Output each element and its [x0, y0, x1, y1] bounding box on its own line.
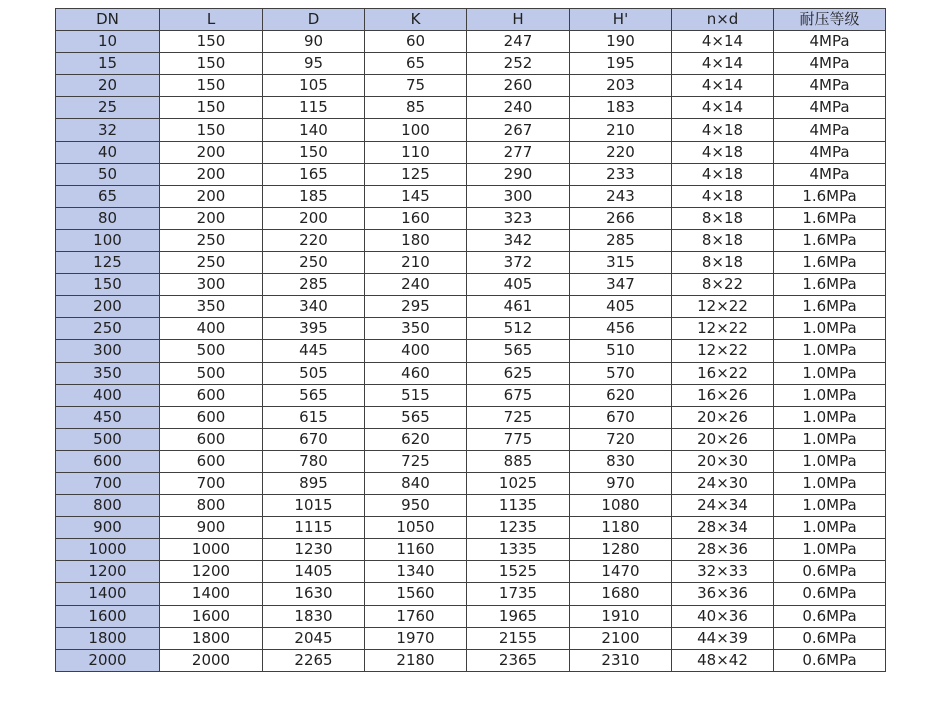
- cell-dn: 15: [56, 53, 160, 75]
- cell-l: 200: [160, 207, 263, 229]
- cell-dn: 700: [56, 472, 160, 494]
- cell-l: 1600: [160, 605, 263, 627]
- cell-pressure-rating: 1.0MPa: [774, 428, 886, 450]
- cell-k: 125: [365, 163, 467, 185]
- cell-k: 460: [365, 362, 467, 384]
- table-row: [56, 362, 886, 384]
- cell-n-x-d: 4×18: [672, 141, 774, 163]
- cell-h-prime: 195: [570, 53, 672, 75]
- cell-h-prime: 183: [570, 97, 672, 119]
- cell-l: 250: [160, 229, 263, 251]
- cell-dn: 600: [56, 450, 160, 472]
- table-row: [56, 450, 886, 472]
- cell-h: 323: [467, 207, 570, 229]
- cell-d: 200: [263, 207, 365, 229]
- cell-n-x-d: 16×22: [672, 362, 774, 384]
- cell-dn: 10: [56, 31, 160, 53]
- cell-n-x-d: 28×34: [672, 517, 774, 539]
- cell-pressure-rating: 4MPa: [774, 141, 886, 163]
- cell-h: 1525: [467, 561, 570, 583]
- cell-d: 780: [263, 450, 365, 472]
- cell-n-x-d: 36×36: [672, 583, 774, 605]
- cell-l: 600: [160, 406, 263, 428]
- cell-d: 140: [263, 119, 365, 141]
- cell-h: 1965: [467, 605, 570, 627]
- header-h: H: [467, 9, 570, 31]
- cell-d: 95: [263, 53, 365, 75]
- cell-n-x-d: 12×22: [672, 296, 774, 318]
- cell-pressure-rating: 0.6MPa: [774, 649, 886, 671]
- cell-h-prime: 243: [570, 185, 672, 207]
- cell-pressure-rating: 1.6MPa: [774, 229, 886, 251]
- cell-d: 90: [263, 31, 365, 53]
- cell-n-x-d: 12×22: [672, 318, 774, 340]
- cell-k: 1050: [365, 517, 467, 539]
- cell-d: 2265: [263, 649, 365, 671]
- cell-d: 340: [263, 296, 365, 318]
- table-body: [56, 31, 886, 672]
- table-row: [56, 517, 886, 539]
- cell-l: 500: [160, 340, 263, 362]
- cell-h: 267: [467, 119, 570, 141]
- table-row: [56, 31, 886, 53]
- header-n-x-d: n×d: [672, 9, 774, 31]
- cell-pressure-rating: 1.0MPa: [774, 472, 886, 494]
- cell-h: 342: [467, 229, 570, 251]
- cell-h-prime: 2310: [570, 649, 672, 671]
- cell-h-prime: 620: [570, 384, 672, 406]
- cell-pressure-rating: 1.0MPa: [774, 362, 886, 384]
- cell-pressure-rating: 1.6MPa: [774, 252, 886, 274]
- cell-k: 1160: [365, 539, 467, 561]
- table-row: [56, 163, 886, 185]
- cell-k: 950: [365, 495, 467, 517]
- cell-h: 625: [467, 362, 570, 384]
- cell-l: 150: [160, 119, 263, 141]
- cell-pressure-rating: 1.0MPa: [774, 384, 886, 406]
- cell-d: 615: [263, 406, 365, 428]
- cell-pressure-rating: 4MPa: [774, 97, 886, 119]
- cell-l: 800: [160, 495, 263, 517]
- cell-n-x-d: 4×14: [672, 53, 774, 75]
- cell-dn: 50: [56, 163, 160, 185]
- cell-k: 145: [365, 185, 467, 207]
- cell-pressure-rating: 1.6MPa: [774, 185, 886, 207]
- cell-h: 512: [467, 318, 570, 340]
- cell-dn: 20: [56, 75, 160, 97]
- cell-h: 1335: [467, 539, 570, 561]
- table-row: [56, 384, 886, 406]
- table-row: [56, 605, 886, 627]
- cell-d: 285: [263, 274, 365, 296]
- cell-k: 100: [365, 119, 467, 141]
- header-h-prime: H': [570, 9, 672, 31]
- cell-h-prime: 347: [570, 274, 672, 296]
- cell-h: 372: [467, 252, 570, 274]
- table-row: [56, 75, 886, 97]
- header-dn: DN: [56, 9, 160, 31]
- cell-h: 565: [467, 340, 570, 362]
- cell-dn: 1800: [56, 627, 160, 649]
- table-row: [56, 296, 886, 318]
- table-row: [56, 406, 886, 428]
- cell-dn: 65: [56, 185, 160, 207]
- cell-d: 185: [263, 185, 365, 207]
- cell-k: 1760: [365, 605, 467, 627]
- cell-k: 295: [365, 296, 467, 318]
- cell-dn: 350: [56, 362, 160, 384]
- cell-h: 240: [467, 97, 570, 119]
- cell-n-x-d: 4×18: [672, 163, 774, 185]
- cell-h: 300: [467, 185, 570, 207]
- cell-pressure-rating: 1.0MPa: [774, 495, 886, 517]
- cell-h-prime: 285: [570, 229, 672, 251]
- cell-k: 350: [365, 318, 467, 340]
- cell-dn: 1000: [56, 539, 160, 561]
- cell-d: 220: [263, 229, 365, 251]
- cell-pressure-rating: 0.6MPa: [774, 627, 886, 649]
- cell-n-x-d: 4×14: [672, 31, 774, 53]
- cell-l: 1200: [160, 561, 263, 583]
- cell-h: 247: [467, 31, 570, 53]
- table-row: [56, 627, 886, 649]
- cell-pressure-rating: 1.0MPa: [774, 406, 886, 428]
- cell-dn: 250: [56, 318, 160, 340]
- cell-h-prime: 315: [570, 252, 672, 274]
- cell-n-x-d: 20×26: [672, 406, 774, 428]
- cell-d: 1830: [263, 605, 365, 627]
- cell-d: 105: [263, 75, 365, 97]
- cell-k: 210: [365, 252, 467, 274]
- cell-n-x-d: 4×18: [672, 119, 774, 141]
- cell-pressure-rating: 1.0MPa: [774, 539, 886, 561]
- cell-pressure-rating: 4MPa: [774, 163, 886, 185]
- cell-k: 85: [365, 97, 467, 119]
- cell-h: 725: [467, 406, 570, 428]
- cell-n-x-d: 4×18: [672, 185, 774, 207]
- table-row: [56, 229, 886, 251]
- table-row: [56, 97, 886, 119]
- cell-h: 1135: [467, 495, 570, 517]
- cell-k: 1970: [365, 627, 467, 649]
- cell-l: 1400: [160, 583, 263, 605]
- cell-pressure-rating: 0.6MPa: [774, 605, 886, 627]
- table-row: [56, 561, 886, 583]
- cell-n-x-d: 8×22: [672, 274, 774, 296]
- cell-n-x-d: 24×30: [672, 472, 774, 494]
- table-row: [56, 428, 886, 450]
- cell-pressure-rating: 1.6MPa: [774, 207, 886, 229]
- cell-l: 400: [160, 318, 263, 340]
- cell-l: 350: [160, 296, 263, 318]
- cell-h: 775: [467, 428, 570, 450]
- cell-k: 240: [365, 274, 467, 296]
- cell-dn: 2000: [56, 649, 160, 671]
- cell-l: 1000: [160, 539, 263, 561]
- cell-l: 200: [160, 163, 263, 185]
- cell-pressure-rating: 1.6MPa: [774, 274, 886, 296]
- cell-n-x-d: 8×18: [672, 229, 774, 251]
- cell-h: 461: [467, 296, 570, 318]
- cell-h-prime: 720: [570, 428, 672, 450]
- cell-n-x-d: 24×34: [672, 495, 774, 517]
- cell-dn: 450: [56, 406, 160, 428]
- cell-l: 150: [160, 75, 263, 97]
- cell-dn: 32: [56, 119, 160, 141]
- table-row: [56, 119, 886, 141]
- cell-dn: 1600: [56, 605, 160, 627]
- table-row: [56, 274, 886, 296]
- cell-dn: 900: [56, 517, 160, 539]
- header-l: L: [160, 9, 263, 31]
- cell-h: 2365: [467, 649, 570, 671]
- cell-h-prime: 1680: [570, 583, 672, 605]
- cell-n-x-d: 28×36: [672, 539, 774, 561]
- cell-h-prime: 2100: [570, 627, 672, 649]
- cell-pressure-rating: 4MPa: [774, 53, 886, 75]
- cell-pressure-rating: 0.6MPa: [774, 561, 886, 583]
- cell-h-prime: 456: [570, 318, 672, 340]
- cell-h-prime: 1280: [570, 539, 672, 561]
- header-k: K: [365, 9, 467, 31]
- table-row: [56, 472, 886, 494]
- cell-l: 150: [160, 53, 263, 75]
- cell-d: 250: [263, 252, 365, 274]
- cell-dn: 300: [56, 340, 160, 362]
- cell-k: 1340: [365, 561, 467, 583]
- cell-k: 180: [365, 229, 467, 251]
- cell-h: 1025: [467, 472, 570, 494]
- header-row: [56, 9, 886, 31]
- cell-k: 110: [365, 141, 467, 163]
- cell-n-x-d: 4×14: [672, 97, 774, 119]
- cell-k: 565: [365, 406, 467, 428]
- cell-h: 260: [467, 75, 570, 97]
- cell-l: 600: [160, 428, 263, 450]
- cell-d: 445: [263, 340, 365, 362]
- cell-l: 150: [160, 97, 263, 119]
- cell-dn: 125: [56, 252, 160, 274]
- cell-n-x-d: 48×42: [672, 649, 774, 671]
- cell-h-prime: 1470: [570, 561, 672, 583]
- cell-d: 395: [263, 318, 365, 340]
- cell-n-x-d: 40×36: [672, 605, 774, 627]
- cell-l: 600: [160, 384, 263, 406]
- cell-k: 840: [365, 472, 467, 494]
- cell-dn: 800: [56, 495, 160, 517]
- cell-h-prime: 1180: [570, 517, 672, 539]
- cell-k: 620: [365, 428, 467, 450]
- cell-k: 60: [365, 31, 467, 53]
- cell-n-x-d: 8×18: [672, 252, 774, 274]
- cell-h-prime: 1080: [570, 495, 672, 517]
- cell-pressure-rating: 4MPa: [774, 31, 886, 53]
- cell-pressure-rating: 1.0MPa: [774, 318, 886, 340]
- cell-l: 250: [160, 252, 263, 274]
- cell-dn: 1200: [56, 561, 160, 583]
- cell-h: 290: [467, 163, 570, 185]
- cell-h-prime: 190: [570, 31, 672, 53]
- cell-pressure-rating: 4MPa: [774, 75, 886, 97]
- cell-dn: 500: [56, 428, 160, 450]
- cell-l: 1800: [160, 627, 263, 649]
- table-row: [56, 649, 886, 671]
- cell-k: 1560: [365, 583, 467, 605]
- cell-pressure-rating: 4MPa: [774, 119, 886, 141]
- cell-l: 900: [160, 517, 263, 539]
- cell-h-prime: 405: [570, 296, 672, 318]
- cell-d: 1015: [263, 495, 365, 517]
- cell-k: 75: [365, 75, 467, 97]
- cell-h-prime: 233: [570, 163, 672, 185]
- cell-n-x-d: 8×18: [672, 207, 774, 229]
- cell-h-prime: 570: [570, 362, 672, 384]
- cell-h: 277: [467, 141, 570, 163]
- cell-h: 405: [467, 274, 570, 296]
- table-row: [56, 252, 886, 274]
- cell-l: 700: [160, 472, 263, 494]
- cell-k: 400: [365, 340, 467, 362]
- cell-h: 675: [467, 384, 570, 406]
- cell-h: 252: [467, 53, 570, 75]
- cell-d: 565: [263, 384, 365, 406]
- cell-n-x-d: 32×33: [672, 561, 774, 583]
- cell-l: 2000: [160, 649, 263, 671]
- cell-pressure-rating: 1.0MPa: [774, 340, 886, 362]
- header-d: D: [263, 9, 365, 31]
- cell-l: 150: [160, 31, 263, 53]
- cell-dn: 200: [56, 296, 160, 318]
- cell-d: 670: [263, 428, 365, 450]
- cell-d: 1115: [263, 517, 365, 539]
- cell-d: 895: [263, 472, 365, 494]
- cell-k: 65: [365, 53, 467, 75]
- cell-h-prime: 670: [570, 406, 672, 428]
- table-row: [56, 340, 886, 362]
- cell-h-prime: 266: [570, 207, 672, 229]
- table-row: [56, 583, 886, 605]
- cell-n-x-d: 20×26: [672, 428, 774, 450]
- dimension-table: [55, 8, 886, 672]
- cell-h-prime: 203: [570, 75, 672, 97]
- cell-dn: 400: [56, 384, 160, 406]
- cell-d: 2045: [263, 627, 365, 649]
- cell-dn: 80: [56, 207, 160, 229]
- cell-d: 505: [263, 362, 365, 384]
- table-row: [56, 318, 886, 340]
- cell-dn: 150: [56, 274, 160, 296]
- cell-h-prime: 220: [570, 141, 672, 163]
- cell-d: 150: [263, 141, 365, 163]
- cell-pressure-rating: 1.6MPa: [774, 296, 886, 318]
- cell-d: 115: [263, 97, 365, 119]
- cell-n-x-d: 16×26: [672, 384, 774, 406]
- cell-l: 200: [160, 185, 263, 207]
- table-row: [56, 207, 886, 229]
- cell-l: 600: [160, 450, 263, 472]
- cell-h: 1735: [467, 583, 570, 605]
- cell-dn: 1400: [56, 583, 160, 605]
- cell-l: 200: [160, 141, 263, 163]
- cell-dn: 25: [56, 97, 160, 119]
- cell-dn: 100: [56, 229, 160, 251]
- cell-h-prime: 1910: [570, 605, 672, 627]
- cell-l: 500: [160, 362, 263, 384]
- cell-h-prime: 970: [570, 472, 672, 494]
- table-header: [56, 9, 886, 31]
- table-row: [56, 53, 886, 75]
- cell-n-x-d: 12×22: [672, 340, 774, 362]
- cell-pressure-rating: 1.0MPa: [774, 450, 886, 472]
- cell-h-prime: 830: [570, 450, 672, 472]
- table-row: [56, 141, 886, 163]
- cell-pressure-rating: 1.0MPa: [774, 517, 886, 539]
- cell-d: 1230: [263, 539, 365, 561]
- cell-l: 300: [160, 274, 263, 296]
- cell-k: 725: [365, 450, 467, 472]
- cell-k: 515: [365, 384, 467, 406]
- cell-n-x-d: 4×14: [672, 75, 774, 97]
- table-row: [56, 185, 886, 207]
- cell-d: 1630: [263, 583, 365, 605]
- cell-n-x-d: 20×30: [672, 450, 774, 472]
- table-row: [56, 495, 886, 517]
- cell-pressure-rating: 0.6MPa: [774, 583, 886, 605]
- cell-n-x-d: 44×39: [672, 627, 774, 649]
- cell-h: 2155: [467, 627, 570, 649]
- table-row: [56, 539, 886, 561]
- cell-dn: 40: [56, 141, 160, 163]
- cell-h-prime: 510: [570, 340, 672, 362]
- cell-h-prime: 210: [570, 119, 672, 141]
- cell-k: 2180: [365, 649, 467, 671]
- cell-h: 1235: [467, 517, 570, 539]
- cell-d: 165: [263, 163, 365, 185]
- header-pressure-rating: 耐压等级: [774, 9, 886, 31]
- cell-h: 885: [467, 450, 570, 472]
- cell-d: 1405: [263, 561, 365, 583]
- cell-k: 160: [365, 207, 467, 229]
